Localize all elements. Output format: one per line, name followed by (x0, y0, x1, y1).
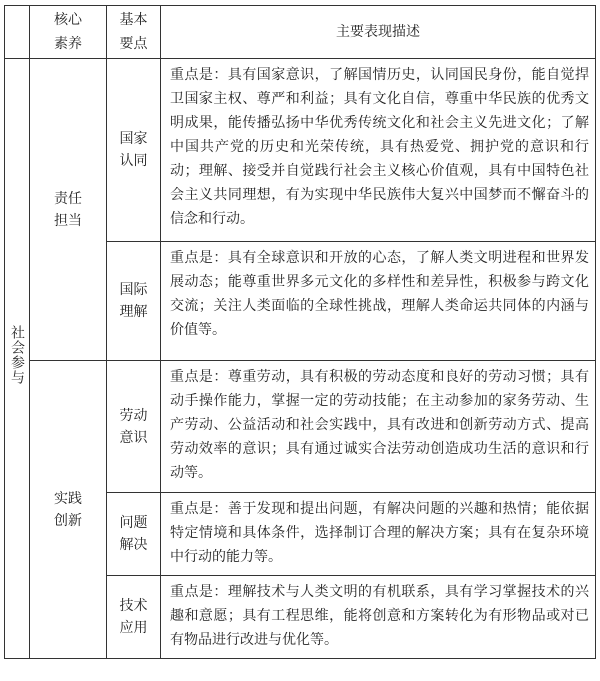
point-label-line1: 国家 (119, 131, 148, 147)
core-cell-practice-innovation (30, 361, 107, 659)
core-cell-responsibility (30, 59, 107, 361)
table-row (5, 59, 596, 242)
point-label-line1: 技术 (119, 598, 148, 614)
point-cell-labor-awareness (107, 361, 161, 493)
point-cell-problem-solving (107, 493, 161, 576)
header-points-line2: 要点 (119, 36, 148, 52)
point-cell-technology-application (107, 576, 161, 659)
point-cell-international-understanding (107, 242, 161, 361)
point-label-line1: 劳动 (119, 407, 148, 424)
point-label-line2: 理解 (119, 304, 148, 320)
core-label-line1: 实践 (54, 490, 82, 507)
domain-cell (5, 59, 30, 659)
table-row (5, 361, 596, 493)
header-points-line1: 基本 (119, 12, 148, 28)
description-national-identity: 重点是：具有国家意识，了解国情历史，认同国民身份，能自觉捍卫国家主权、尊严和利益；具有文化自信，尊重中华民族的优秀文明成果，能传播弘扬中华优秀传统文化和社会主义先进文化；了解中国共产党的历史和光荣传统，具有热爱党、拥护党的意识和行动；理解、接受并自觉践行社会主义核心价值观，具有中国特色社会主义共同理想，有为实现中华民族伟大复兴中国梦而不懈奋斗的信念和行动。 (161, 59, 596, 242)
point-label-line2: 意识 (119, 429, 148, 446)
header-blank-cell (5, 6, 30, 59)
header-description: 主要表现描述 (161, 6, 596, 59)
header-core-literacy (30, 6, 107, 59)
competency-table-wrapper (4, 5, 596, 659)
header-basic-points (107, 6, 161, 59)
domain-label: 社会参与 (9, 324, 25, 385)
description-international-understanding: 重点是：具有全球意识和开放的心态，了解人类文明进程和世界发展动态；能尊重世界多元文化的多样性和差异性，积极参与跨文化交流；关注人类面临的全球性挑战，理解人类命运共同体的内涵与价值等。 (161, 242, 596, 361)
header-row (5, 6, 596, 59)
point-label-line1: 国际 (119, 282, 148, 298)
description-technology-application: 重点是：理解技术与人类文明的有机联系，具有学习掌握技术的兴趣和意愿；具有工程思维，能将创意和方案转化为有形物品或对已有物品进行改进与优化等。 (161, 576, 596, 659)
header-core-line1: 核心 (54, 12, 82, 28)
core-label-line1: 责任 (54, 190, 82, 207)
point-label-line2: 解决 (119, 537, 148, 553)
header-core-line2: 素养 (54, 36, 82, 52)
point-label-line2: 认同 (119, 153, 148, 169)
competency-table (4, 5, 596, 659)
description-labor-awareness: 重点是：尊重劳动，具有积极的劳动态度和良好的劳动习惯；具有动手操作能力，掌握一定的劳动技能；在主动参加的家务劳动、生产劳动、公益活动和社会实践中，具有改进和创新劳动方式、提高劳动效率的意识；具有通过诚实合法劳动创造成功生活的意识和行动等。 (161, 361, 596, 493)
description-problem-solving: 重点是：善于发现和提出问题，有解决问题的兴趣和热情；能依据特定情境和具体条件，选择制订合理的解决方案；具有在复杂环境中行动的能力等。 (161, 493, 596, 576)
core-label-line2: 创新 (54, 512, 82, 529)
core-label-line2: 担当 (54, 212, 82, 229)
point-label-line1: 问题 (119, 515, 148, 531)
point-label-line2: 应用 (119, 620, 148, 636)
point-cell-national-identity (107, 59, 161, 242)
